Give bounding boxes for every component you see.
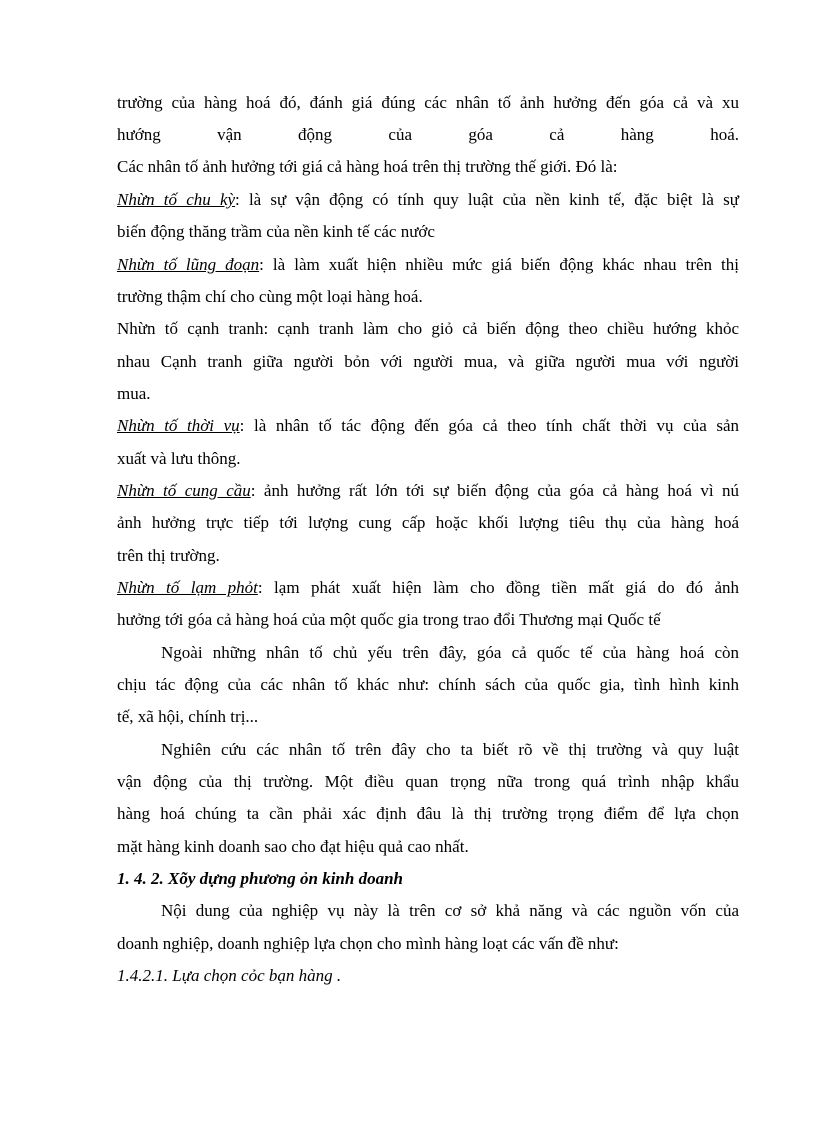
text-line: trường thậm chí cho cùng một loại hàng hoá. [117,287,423,306]
text-line: nhau Cạnh tranh giữa người bỏn với người mua, và giữa người mua với người [117,352,739,371]
text-line: hướng vận động của góa cả hàng hoá. [117,125,739,144]
text: : là làm xuất hiện nhiều mức giá biến động khác nhau trên thị [259,255,739,274]
text-line: Nghiên cứu các nhân tố trên đây cho ta biết rõ về thị trường và quy luật [161,740,739,759]
text-line [117,415,739,437]
text-line: hàng hoá chúng ta cần phải xác định đâu là thị trường trọng điểm để lựa chọn [117,804,739,823]
section-heading: 1. 4. 2. Xõy dựng phương ỏn kinh doanh [117,869,403,888]
text-line: Ngoài những nhân tố chủ yếu trên đây, góa cả quốc tế của hàng hoá còn [161,643,739,662]
text-line: mua. [117,384,151,403]
text-line: trường của hàng hoá đó, đánh giá đúng các nhân tố ảnh hưởng đến góa cả và xu [117,93,739,112]
text-line [117,577,739,599]
text-line: vận động của thị trường. Một điều quan trọng nữa trong quá trình nhập khẩu [117,772,739,791]
term: Nhừn tố thời vụ [117,416,240,435]
text-line: chịu tác động của các nhân tố khác như: chính sách của quốc gia, tình hình kinh [117,675,739,694]
text: : lạm phát xuất hiện làm cho đồng tiền mất giá do đó ảnh [257,578,739,597]
text: : là nhân tố tác động đến góa cả theo tính chất thời vụ của sản [239,416,739,435]
text-line: xuất và lưu thông. [117,449,241,468]
text: : ảnh hưởng rất lớn tới sự biến động của góa cả hàng hoá vì nú [250,481,739,500]
term: Nhừn tố lạm phỏt [117,578,258,597]
text-line: tế, xã hội, chính trị... [117,707,259,726]
text: : là sự vận động có tính quy luật của nền kinh tế, đặc biệt là sự [235,190,739,209]
text-line: biến động thăng trầm của nền kinh tế các nước [117,222,435,241]
subsection-heading: 1.4.2.1. Lựa chọn cỏc bạn hàng . [117,966,342,985]
text-line: doanh nghiệp, doanh nghiệp lựa chọn cho mình hàng loạt các vấn đề như: [117,934,619,953]
text-line [117,189,739,211]
term: Nhừn tố cung cầu [117,481,251,500]
text-line: Nhừn tố cạnh tranh: cạnh tranh làm cho giỏ cả biến động theo chiều hướng khỏc [117,319,739,338]
text-line: ảnh hưởng trực tiếp tới lượng cung cấp hoặc khối lượng tiêu thụ của hàng hoá [117,513,739,532]
text-line: hưởng tới góa cả hàng hoá của một quốc gia trong trao đổi Thương mại Quốc tế [117,610,661,629]
text-line [117,254,739,276]
text-line [117,480,739,502]
text-line: mặt hàng kinh doanh sao cho đạt hiệu quả cao nhất. [117,837,469,856]
term: Nhừn tố chu kỳ [117,190,236,209]
text-line: trên thị trường. [117,546,220,565]
text-line: Nội dung của nghiệp vụ này là trên cơ sở khả năng và các nguồn vốn của [161,901,739,920]
text-line: Các nhân tố ảnh hưởng tới giá cả hàng hoá trên thị trường thế giới. Đó là: [117,157,618,176]
term: Nhừn tố lũng đoạn [117,255,260,274]
